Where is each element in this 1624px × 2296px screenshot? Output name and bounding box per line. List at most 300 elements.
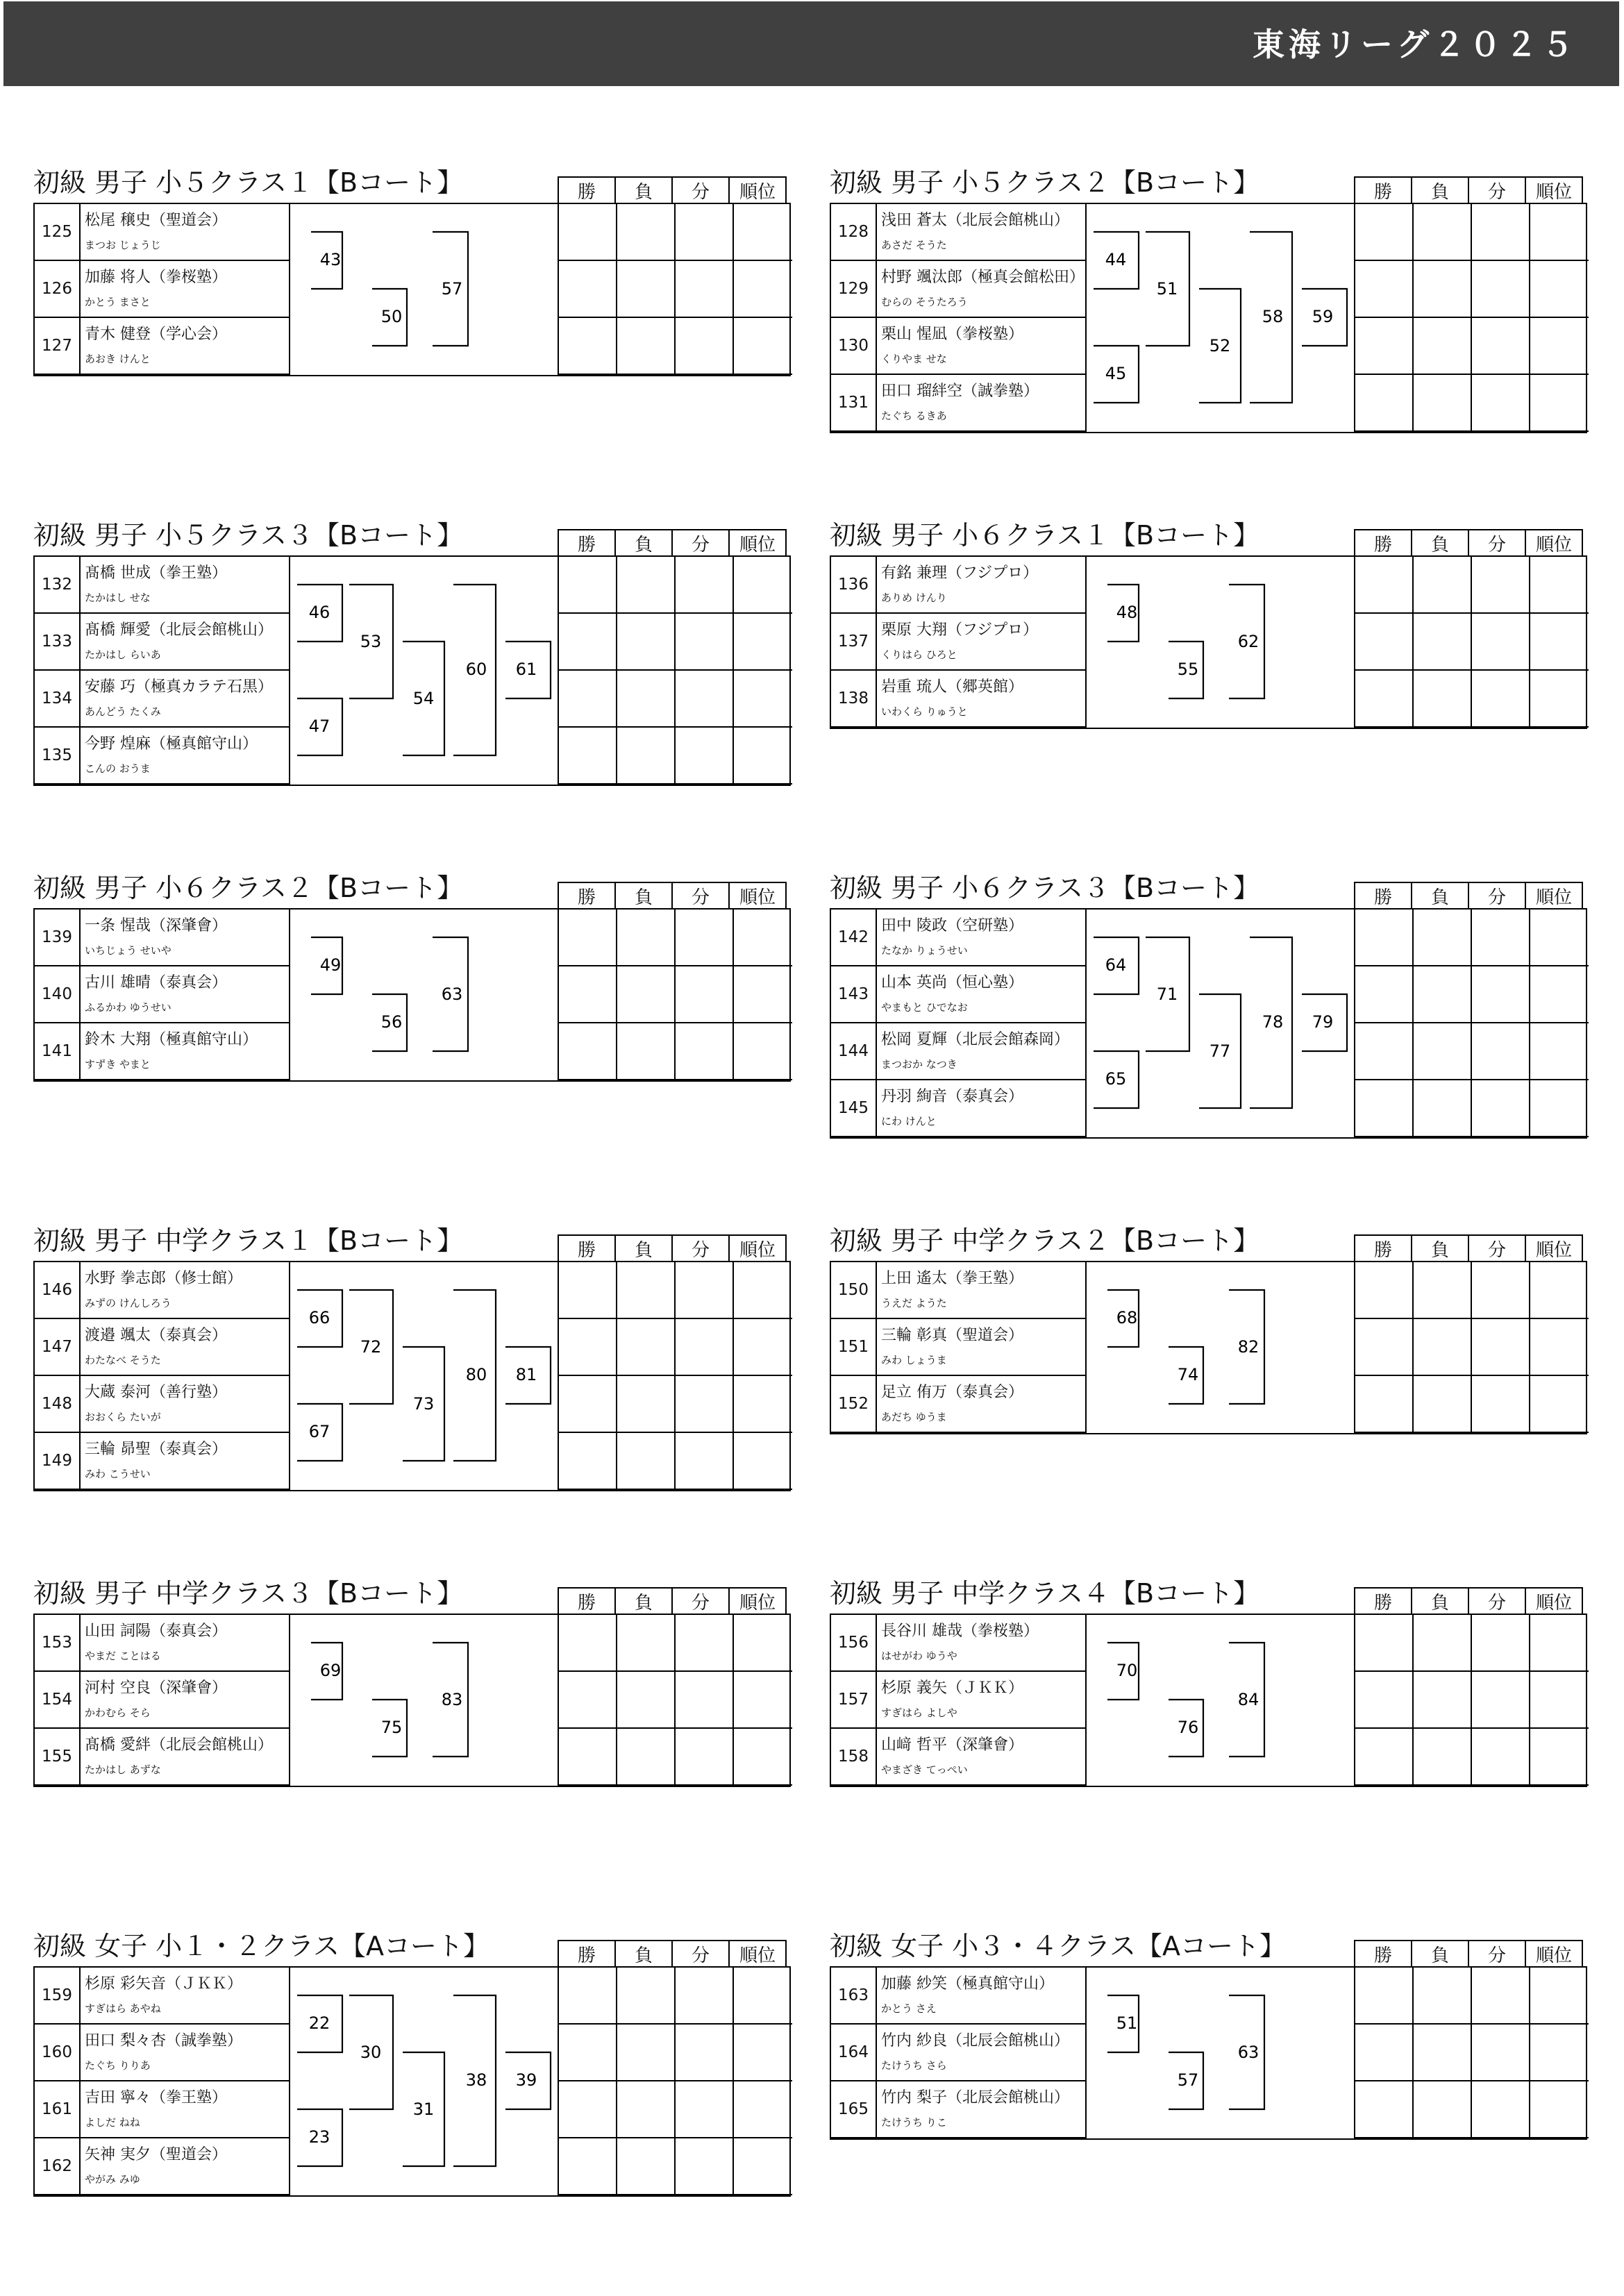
- player-name: 渡邉 颯太（泰真会）: [85, 1327, 227, 1344]
- win-cell[interactable]: [1355, 966, 1414, 1023]
- player-kana: ふるかわ ゆうせい: [85, 1001, 171, 1014]
- rank-cell[interactable]: [734, 1319, 792, 1376]
- win-cell[interactable]: [559, 1968, 617, 2025]
- draw-cell[interactable]: [676, 557, 734, 614]
- loss-cell[interactable]: [617, 557, 676, 614]
- rank-cell[interactable]: [734, 1968, 792, 2025]
- win-cell[interactable]: [1355, 1376, 1414, 1433]
- bracket-group: [830, 514, 1587, 728]
- loss-cell[interactable]: [1414, 966, 1472, 1023]
- player-name-cell: [81, 2025, 290, 2081]
- loss-cell[interactable]: [1414, 318, 1472, 375]
- draw-cell[interactable]: [1472, 1968, 1530, 2025]
- loss-cell[interactable]: [617, 2081, 676, 2138]
- bracket-table: [33, 555, 791, 786]
- player-number: 142: [831, 910, 877, 966]
- loss-cell[interactable]: [1414, 1672, 1472, 1729]
- player-kana: あさだ そうた: [881, 239, 947, 251]
- column-header: 勝: [558, 1234, 616, 1262]
- column-header: 負: [1411, 1587, 1469, 1615]
- player-kana: うえだ ようた: [881, 1297, 947, 1309]
- player-name-cell: [877, 1729, 1087, 1786]
- match-number: 77: [1209, 1041, 1231, 1061]
- column-header: 分: [671, 1940, 730, 1968]
- bracket-table: [830, 555, 1587, 729]
- rank-cell[interactable]: [1530, 2081, 1589, 2138]
- loss-cell[interactable]: [1414, 1729, 1472, 1786]
- player-name: 河村 空良（深肇會）: [85, 1679, 227, 1697]
- player-kana: はせがわ ゆうや: [881, 1650, 957, 1662]
- win-cell[interactable]: [559, 910, 617, 966]
- rank-cell[interactable]: [1530, 1319, 1589, 1376]
- bracket-area: [1087, 1968, 1355, 2138]
- rank-cell[interactable]: [734, 2081, 792, 2138]
- loss-cell[interactable]: [617, 1376, 676, 1433]
- bracket-group: [33, 1925, 791, 2195]
- draw-cell[interactable]: [676, 671, 734, 728]
- draw-cell[interactable]: [676, 1262, 734, 1319]
- player-name: 田口 瑠絆空（誠拳塾）: [881, 383, 1039, 400]
- match-number: 49: [319, 955, 342, 975]
- win-cell[interactable]: [1355, 1968, 1414, 2025]
- loss-cell[interactable]: [617, 671, 676, 728]
- win-cell[interactable]: [1355, 1672, 1414, 1729]
- player-name: 三輪 昴聖（泰真会）: [85, 1441, 227, 1458]
- win-cell[interactable]: [559, 1729, 617, 1786]
- player-kana: みずの けんしろう: [85, 1297, 171, 1309]
- match-number: 60: [465, 660, 487, 679]
- column-header: 順位: [728, 1234, 787, 1262]
- loss-cell[interactable]: [617, 1672, 676, 1729]
- column-header: 負: [614, 1234, 673, 1262]
- win-cell[interactable]: [559, 1433, 617, 1490]
- bracket-lines: [290, 910, 559, 1080]
- page-title: 東海リーグ２０２５: [1253, 26, 1577, 63]
- player-number: 148: [35, 1376, 81, 1433]
- win-cell[interactable]: [1355, 910, 1414, 966]
- player-name-cell: [877, 204, 1087, 261]
- player-number: 145: [831, 1080, 877, 1137]
- rank-cell[interactable]: [734, 1023, 792, 1080]
- win-cell[interactable]: [559, 1376, 617, 1433]
- win-cell[interactable]: [1355, 2081, 1414, 2138]
- rank-cell[interactable]: [1530, 910, 1589, 966]
- loss-cell[interactable]: [1414, 557, 1472, 614]
- player-kana: あだち ゆうま: [881, 1411, 947, 1423]
- player-kana: みわ しょうま: [881, 1354, 947, 1366]
- player-name-cell: [81, 1729, 290, 1786]
- draw-cell[interactable]: [1472, 614, 1530, 671]
- column-header: 勝: [1354, 1940, 1412, 1968]
- player-name: 杉原 義矢（ＪＫＫ）: [881, 1679, 1023, 1697]
- win-cell[interactable]: [1355, 375, 1414, 432]
- rank-cell[interactable]: [734, 1729, 792, 1786]
- loss-cell[interactable]: [1414, 204, 1472, 261]
- draw-cell[interactable]: [1472, 1376, 1530, 1433]
- bracket-area: [1087, 1262, 1355, 1433]
- rank-cell[interactable]: [734, 318, 792, 375]
- bracket-group: [33, 1572, 791, 1786]
- rank-cell[interactable]: [734, 1433, 792, 1490]
- draw-cell[interactable]: [676, 204, 734, 261]
- win-cell[interactable]: [1355, 1729, 1414, 1786]
- player-name: 矢神 実夕（聖道会）: [85, 2146, 227, 2163]
- bracket-area: [1087, 557, 1355, 728]
- loss-cell[interactable]: [1414, 910, 1472, 966]
- loss-cell[interactable]: [617, 261, 676, 318]
- player-name-cell: [877, 1672, 1087, 1729]
- win-cell[interactable]: [559, 2081, 617, 2138]
- win-cell[interactable]: [1355, 1615, 1414, 1672]
- win-cell[interactable]: [559, 261, 617, 318]
- column-header: 負: [614, 882, 673, 910]
- rank-cell[interactable]: [1530, 557, 1589, 614]
- rank-cell[interactable]: [1530, 1615, 1589, 1672]
- match-number: 47: [308, 717, 330, 736]
- draw-cell[interactable]: [1472, 375, 1530, 432]
- player-kana: おおくら たいが: [85, 1411, 161, 1423]
- column-header: 勝: [558, 176, 616, 204]
- column-header: 負: [1411, 176, 1469, 204]
- loss-cell[interactable]: [1414, 1023, 1472, 1080]
- group-title: 初級 男子 小６クラス２【Bコート】: [33, 873, 464, 903]
- player-name: 杉原 彩矢音（ＪＫＫ）: [85, 1975, 242, 1993]
- match-number: 43: [319, 250, 342, 269]
- player-number: 136: [831, 557, 877, 614]
- rank-cell[interactable]: [1530, 1376, 1589, 1433]
- match-number: 31: [412, 2100, 435, 2119]
- win-cell[interactable]: [1355, 1262, 1414, 1319]
- player-kana: みわ こうせい: [85, 1468, 151, 1480]
- bracket-lines: [1087, 1615, 1355, 1786]
- player-name-cell: [877, 261, 1087, 318]
- rank-cell[interactable]: [1530, 261, 1589, 318]
- draw-cell[interactable]: [1472, 1023, 1530, 1080]
- win-cell[interactable]: [559, 557, 617, 614]
- match-number: 63: [1237, 2043, 1259, 2062]
- draw-cell[interactable]: [1472, 1319, 1530, 1376]
- win-cell[interactable]: [559, 318, 617, 375]
- loss-cell[interactable]: [617, 910, 676, 966]
- win-cell[interactable]: [1355, 261, 1414, 318]
- rank-cell[interactable]: [734, 1615, 792, 1672]
- draw-cell[interactable]: [676, 1672, 734, 1729]
- player-number: 134: [35, 671, 81, 728]
- draw-cell[interactable]: [1472, 1262, 1530, 1319]
- draw-cell[interactable]: [1472, 966, 1530, 1023]
- rank-cell[interactable]: [734, 1672, 792, 1729]
- win-cell[interactable]: [1355, 204, 1414, 261]
- player-number: 147: [35, 1319, 81, 1376]
- player-kana: かとう さえ: [881, 2002, 937, 2015]
- loss-cell[interactable]: [1414, 1080, 1472, 1137]
- win-cell[interactable]: [1355, 1080, 1414, 1137]
- player-number: 132: [35, 557, 81, 614]
- loss-cell[interactable]: [617, 1319, 676, 1376]
- match-number: 74: [1177, 1365, 1199, 1384]
- rank-cell[interactable]: [1530, 671, 1589, 728]
- draw-cell[interactable]: [676, 1968, 734, 2025]
- win-cell[interactable]: [559, 966, 617, 1023]
- player-name: 加藤 将人（拳桜塾）: [85, 269, 227, 286]
- player-name: 長谷川 雄哉（拳桜塾）: [881, 1623, 1039, 1640]
- loss-cell[interactable]: [1414, 1968, 1472, 2025]
- player-number: 161: [35, 2081, 81, 2138]
- draw-cell[interactable]: [676, 1615, 734, 1672]
- player-name: 上田 遙太（拳王塾）: [881, 1270, 1023, 1287]
- win-cell[interactable]: [1355, 318, 1414, 375]
- rank-cell[interactable]: [734, 1262, 792, 1319]
- match-number: 46: [308, 603, 330, 622]
- loss-cell[interactable]: [1414, 261, 1472, 318]
- win-cell[interactable]: [1355, 557, 1414, 614]
- loss-cell[interactable]: [617, 2138, 676, 2195]
- loss-cell[interactable]: [617, 1615, 676, 1672]
- draw-cell[interactable]: [1472, 204, 1530, 261]
- player-number: 149: [35, 1433, 81, 1490]
- draw-cell[interactable]: [676, 614, 734, 671]
- win-cell[interactable]: [1355, 614, 1414, 671]
- rank-cell[interactable]: [1530, 318, 1589, 375]
- player-number: 139: [35, 910, 81, 966]
- rank-cell[interactable]: [1530, 1023, 1589, 1080]
- player-name-cell: [877, 375, 1087, 432]
- player-name: 大蔵 泰河（善行塾）: [85, 1384, 227, 1401]
- rank-cell[interactable]: [734, 2025, 792, 2081]
- draw-cell[interactable]: [1472, 557, 1530, 614]
- player-name-cell: [81, 204, 290, 261]
- loss-cell[interactable]: [1414, 375, 1472, 432]
- rank-cell[interactable]: [1530, 204, 1589, 261]
- rank-cell[interactable]: [734, 728, 792, 785]
- player-number: 156: [831, 1615, 877, 1672]
- player-number: 160: [35, 2025, 81, 2081]
- draw-cell[interactable]: [1472, 1615, 1530, 1672]
- loss-cell[interactable]: [1414, 1262, 1472, 1319]
- draw-cell[interactable]: [1472, 2025, 1530, 2081]
- draw-cell[interactable]: [1472, 318, 1530, 375]
- loss-cell[interactable]: [1414, 1319, 1472, 1376]
- win-cell[interactable]: [559, 728, 617, 785]
- player-kana: ありめ けんり: [881, 592, 947, 604]
- column-header: 順位: [728, 1940, 787, 1968]
- column-header: 順位: [1525, 1940, 1583, 1968]
- player-number: 133: [35, 614, 81, 671]
- rank-cell[interactable]: [1530, 614, 1589, 671]
- draw-cell[interactable]: [676, 1376, 734, 1433]
- draw-cell[interactable]: [1472, 671, 1530, 728]
- draw-cell[interactable]: [676, 728, 734, 785]
- player-name-cell: [877, 1080, 1087, 1137]
- group-title: 初級 男子 中学クラス４【Bコート】: [830, 1578, 1260, 1609]
- rank-cell[interactable]: [734, 557, 792, 614]
- rank-cell[interactable]: [734, 614, 792, 671]
- column-header: 分: [1468, 1234, 1526, 1262]
- bracket-lines: [290, 1615, 559, 1786]
- bracket-group: [830, 1572, 1587, 1786]
- win-cell[interactable]: [559, 614, 617, 671]
- rank-cell[interactable]: [1530, 1968, 1589, 2025]
- draw-cell[interactable]: [1472, 2081, 1530, 2138]
- rank-cell[interactable]: [734, 1376, 792, 1433]
- draw-cell[interactable]: [676, 261, 734, 318]
- match-number: 44: [1105, 250, 1127, 269]
- win-cell[interactable]: [559, 1262, 617, 1319]
- win-cell[interactable]: [559, 1672, 617, 1729]
- player-number: 151: [831, 1319, 877, 1376]
- match-number: 84: [1237, 1690, 1259, 1709]
- win-cell[interactable]: [559, 2025, 617, 2081]
- player-name-cell: [877, 1615, 1087, 1672]
- bracket-group: [33, 866, 791, 1080]
- draw-cell[interactable]: [676, 2081, 734, 2138]
- column-header: 分: [1468, 176, 1526, 204]
- player-number: 130: [831, 318, 877, 375]
- player-number: 137: [831, 614, 877, 671]
- group-title: 初級 女子 小３・４クラス【Aコート】: [830, 1931, 1287, 1961]
- loss-cell[interactable]: [617, 1262, 676, 1319]
- loss-cell[interactable]: [1414, 614, 1472, 671]
- loss-cell[interactable]: [617, 2025, 676, 2081]
- win-cell[interactable]: [1355, 671, 1414, 728]
- loss-cell[interactable]: [1414, 671, 1472, 728]
- player-number: 125: [35, 204, 81, 261]
- column-header: 勝: [1354, 882, 1412, 910]
- column-header: 順位: [1525, 1587, 1583, 1615]
- win-cell[interactable]: [1355, 2025, 1414, 2081]
- rank-cell[interactable]: [1530, 2025, 1589, 2081]
- loss-cell[interactable]: [617, 204, 676, 261]
- win-cell[interactable]: [559, 1615, 617, 1672]
- player-kana: たかはし らいあ: [85, 648, 161, 661]
- column-header: 勝: [558, 882, 616, 910]
- player-kana: やまざき てっぺい: [881, 1763, 968, 1776]
- player-name: 栗原 大翔（フジプロ）: [881, 621, 1039, 639]
- draw-cell[interactable]: [676, 1023, 734, 1080]
- player-kana: こんの おうま: [85, 762, 151, 775]
- group-title: 初級 男子 小６クラス１【Bコート】: [830, 520, 1260, 551]
- column-header: 勝: [558, 1587, 616, 1615]
- column-header: 負: [1411, 882, 1469, 910]
- match-number: 51: [1116, 2013, 1138, 2033]
- loss-cell[interactable]: [617, 728, 676, 785]
- column-header: 負: [614, 1940, 673, 1968]
- rank-cell[interactable]: [734, 671, 792, 728]
- player-name: 一条 惺哉（深肇會）: [85, 917, 227, 935]
- draw-cell[interactable]: [1472, 1729, 1530, 1786]
- group-title: 初級 男子 中学クラス３【Bコート】: [33, 1578, 464, 1609]
- loss-cell[interactable]: [617, 966, 676, 1023]
- win-cell[interactable]: [559, 204, 617, 261]
- rank-cell[interactable]: [1530, 375, 1589, 432]
- rank-cell[interactable]: [1530, 1729, 1589, 1786]
- loss-cell[interactable]: [617, 318, 676, 375]
- player-number: 144: [831, 1023, 877, 1080]
- win-cell[interactable]: [1355, 1319, 1414, 1376]
- match-number: 39: [515, 2070, 537, 2090]
- loss-cell[interactable]: [1414, 1615, 1472, 1672]
- loss-cell[interactable]: [617, 1729, 676, 1786]
- draw-cell[interactable]: [676, 1433, 734, 1490]
- draw-cell[interactable]: [676, 1319, 734, 1376]
- rank-cell[interactable]: [1530, 966, 1589, 1023]
- draw-cell[interactable]: [676, 910, 734, 966]
- player-number: 164: [831, 2025, 877, 2081]
- group-title: 初級 男子 中学クラス２【Bコート】: [830, 1225, 1260, 1256]
- draw-cell[interactable]: [1472, 261, 1530, 318]
- player-number: 154: [35, 1672, 81, 1729]
- match-number: 38: [465, 2070, 487, 2090]
- draw-cell[interactable]: [676, 2138, 734, 2195]
- player-kana: やまだ ことはる: [85, 1650, 161, 1662]
- bracket-group: [830, 1219, 1587, 1433]
- player-name: 松尾 穣史（聖道会）: [85, 212, 227, 229]
- draw-cell[interactable]: [676, 1729, 734, 1786]
- rank-cell[interactable]: [1530, 1080, 1589, 1137]
- loss-cell[interactable]: [1414, 2025, 1472, 2081]
- group-title: 初級 女子 小１・２クラス【Aコート】: [33, 1931, 490, 1961]
- player-name: 田口 梨々杏（誠拳塾）: [85, 2032, 242, 2050]
- draw-cell[interactable]: [1472, 1080, 1530, 1137]
- rank-cell[interactable]: [734, 2138, 792, 2195]
- win-cell[interactable]: [1355, 1023, 1414, 1080]
- player-kana: たなか りょうせい: [881, 944, 968, 957]
- rank-cell[interactable]: [734, 261, 792, 318]
- player-name-cell: [81, 910, 290, 966]
- draw-cell[interactable]: [676, 2025, 734, 2081]
- player-number: 131: [831, 375, 877, 432]
- loss-cell[interactable]: [1414, 2081, 1472, 2138]
- rank-cell[interactable]: [734, 966, 792, 1023]
- win-cell[interactable]: [559, 671, 617, 728]
- rank-cell[interactable]: [734, 910, 792, 966]
- loss-cell[interactable]: [617, 614, 676, 671]
- match-number: 61: [515, 660, 537, 679]
- bracket-lines: [290, 1262, 559, 1490]
- draw-cell[interactable]: [676, 966, 734, 1023]
- rank-cell[interactable]: [734, 204, 792, 261]
- loss-cell[interactable]: [617, 1968, 676, 2025]
- win-cell[interactable]: [559, 1319, 617, 1376]
- group-title: 初級 男子 小６クラス３【Bコート】: [830, 873, 1260, 903]
- player-name-cell: [877, 1376, 1087, 1433]
- column-header: 負: [1411, 529, 1469, 557]
- column-header: 順位: [1525, 882, 1583, 910]
- win-cell[interactable]: [559, 2138, 617, 2195]
- draw-cell[interactable]: [1472, 910, 1530, 966]
- player-kana: たかはし せな: [85, 592, 151, 604]
- rank-cell[interactable]: [1530, 1262, 1589, 1319]
- loss-cell[interactable]: [617, 1023, 676, 1080]
- loss-cell[interactable]: [1414, 1376, 1472, 1433]
- bracket-area: [290, 204, 559, 375]
- player-kana: たぐち りりあ: [85, 2059, 151, 2072]
- draw-cell[interactable]: [676, 318, 734, 375]
- player-name: 竹内 紗良（北辰会館桃山）: [881, 2032, 1069, 2050]
- bracket-table: [830, 1261, 1587, 1434]
- loss-cell[interactable]: [617, 1433, 676, 1490]
- draw-cell[interactable]: [1472, 1672, 1530, 1729]
- bracket-table: [830, 203, 1587, 433]
- rank-cell[interactable]: [1530, 1672, 1589, 1729]
- player-name-cell: [81, 557, 290, 614]
- group-title: 初級 男子 小５クラス２【Bコート】: [830, 167, 1260, 198]
- match-number: 58: [1262, 307, 1284, 326]
- column-header: 分: [1468, 1940, 1526, 1968]
- column-header: 負: [614, 529, 673, 557]
- win-cell[interactable]: [559, 1023, 617, 1080]
- match-number: 54: [412, 689, 435, 708]
